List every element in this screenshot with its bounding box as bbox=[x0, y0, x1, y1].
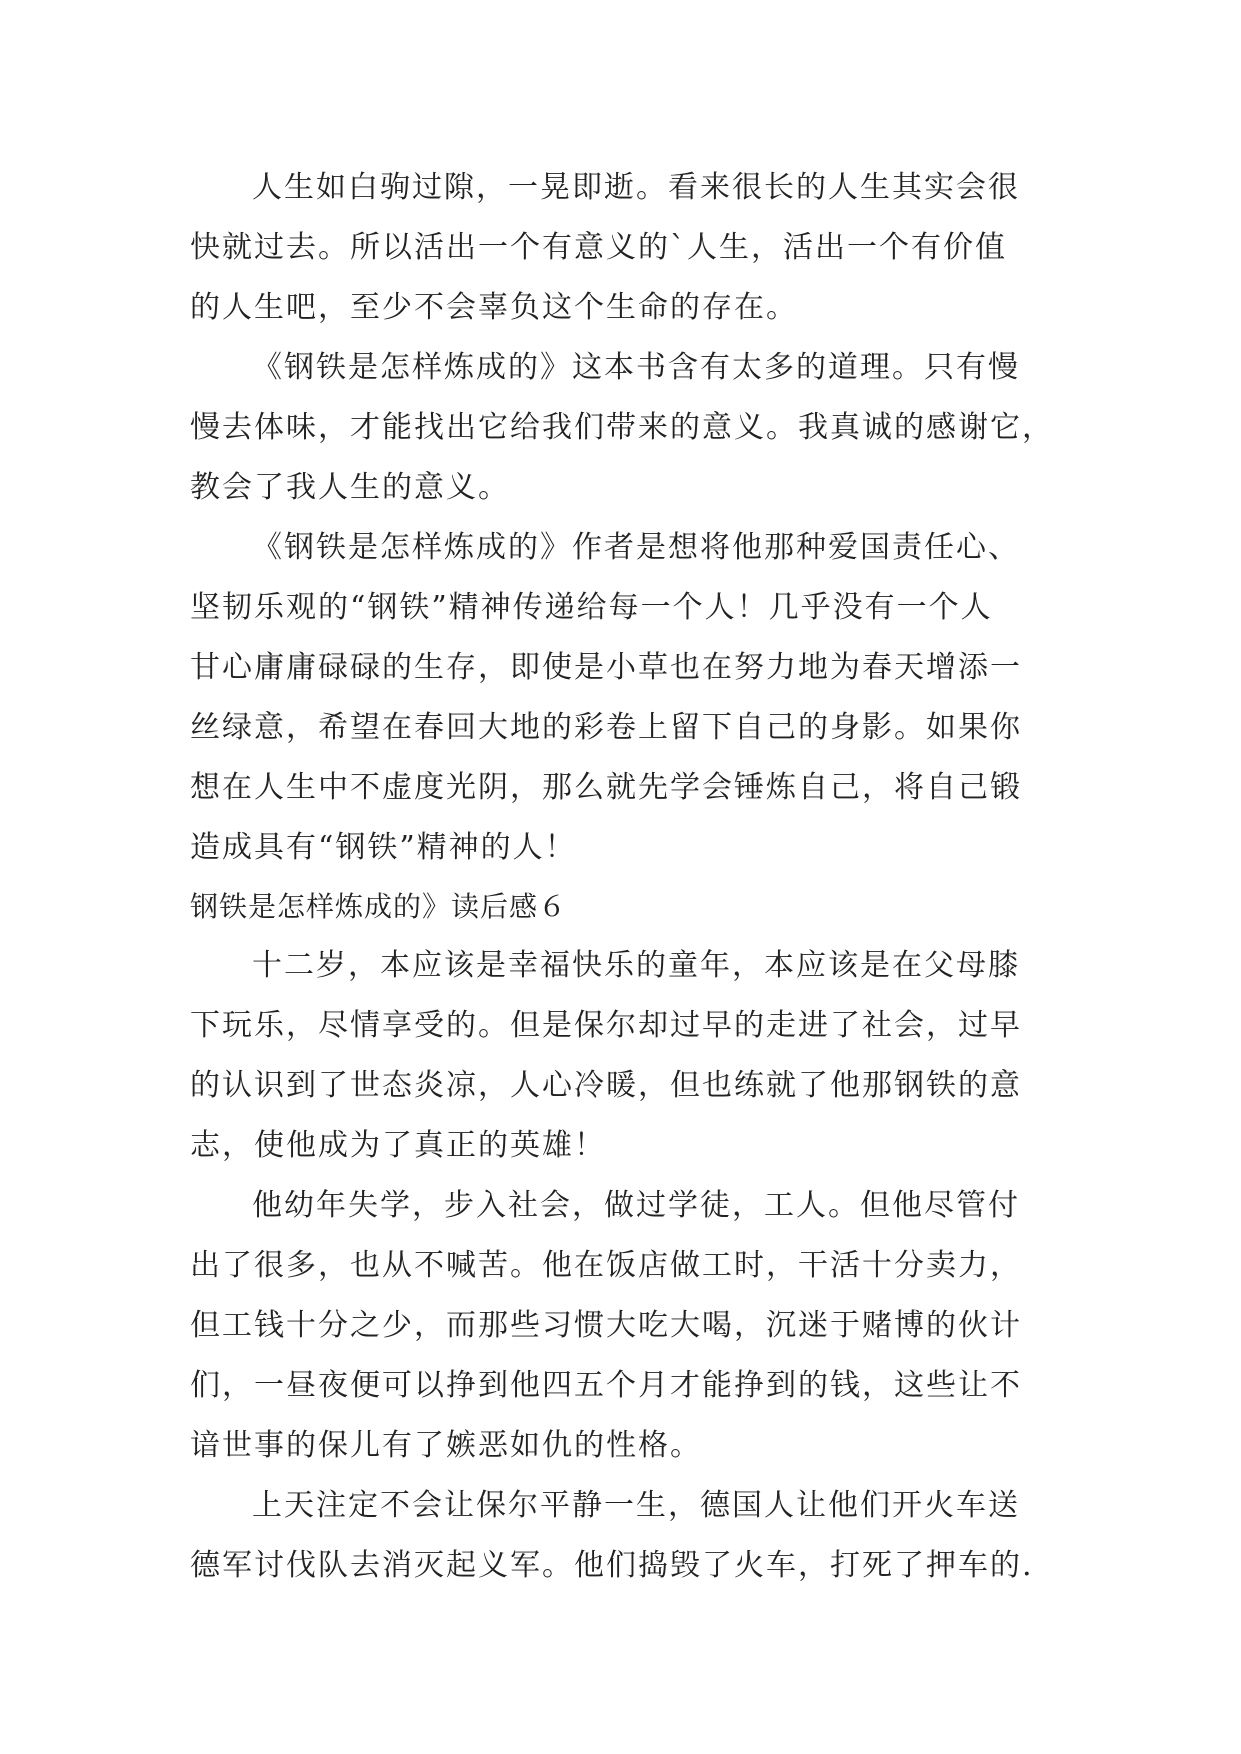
paragraph-line: 教会了我人生的意义。 bbox=[190, 470, 510, 505]
paragraph-line: 但工钱十分之少，而那些习惯大吃大喝，沉迷于赌博的伙计 bbox=[190, 1308, 1022, 1343]
paragraph-line: 志，使他成为了真正的英雄！ bbox=[190, 1128, 606, 1163]
paragraph-line: 丝绿意，希望在春回大地的彩卷上留下自己的身影。如果你 bbox=[190, 710, 1022, 745]
paragraph-line: 上天注定不会让保尔平静一生，德国人让他们开火车送 bbox=[252, 1488, 1020, 1523]
paragraph-line: 他幼年失学，步入社会，做过学徒，工人。但他尽管付 bbox=[252, 1188, 1020, 1223]
section-heading: 钢铁是怎样炼成的》读后感６ bbox=[190, 890, 568, 923]
document-body bbox=[190, 158, 1054, 1596]
paragraph-line: 的认识到了世态炎凉，人心冷暖，但也练就了他那钢铁的意 bbox=[190, 1068, 1022, 1103]
paragraph-line: 出了很多，也从不喊苦。他在饭店做工时，干活十分卖力， bbox=[190, 1248, 1022, 1283]
paragraph-line: 的人生吧，至少不会辜负这个生命的存在。 bbox=[190, 290, 798, 325]
paragraph-line: 《钢铁是怎样炼成的》这本书含有太多的道理。只有慢 bbox=[252, 350, 1020, 385]
paragraph-line: 人生如白驹过隙，一晃即逝。看来很长的人生其实会很 bbox=[252, 170, 1020, 205]
paragraph-line: 《钢铁是怎样炼成的》作者是想将他那种爱国责任心、 bbox=[252, 530, 1020, 565]
paragraph-line: 甘心庸庸碌碌的生存，即使是小草也在努力地为春天增添一 bbox=[190, 650, 1022, 685]
paragraph-line: 想在人生中不虚度光阴，那么就先学会锤炼自己，将自己锻 bbox=[190, 770, 1022, 805]
paragraph-line: 快就过去。所以活出一个有意义的`人生，活出一个有价值 bbox=[190, 230, 1007, 265]
paragraph-line: 十二岁，本应该是幸福快乐的童年，本应该是在父母膝 bbox=[252, 948, 1020, 983]
paragraph-line: 谙世事的保儿有了嫉恶如仇的性格。 bbox=[190, 1428, 702, 1463]
paragraph-line: 德军讨伐队去消灭起义军。他们捣毁了火车，打死了押车的. bbox=[190, 1548, 1034, 1583]
paragraph-line: 们，一昼夜便可以挣到他四五个月才能挣到的钱，这些让不 bbox=[190, 1368, 1022, 1403]
paragraph-line: 下玩乐，尽情享受的。但是保尔却过早的走进了社会，过早 bbox=[190, 1008, 1022, 1043]
paragraph-line: 造成具有“钢铁”精神的人！ bbox=[190, 830, 577, 865]
paragraph-line: 坚韧乐观的“钢铁”精神传递给每一个人！几乎没有一个人 bbox=[190, 590, 993, 625]
paragraph-line: 慢去体味，才能找出它给我们带来的意义。我真诚的感谢它， bbox=[190, 410, 1054, 445]
